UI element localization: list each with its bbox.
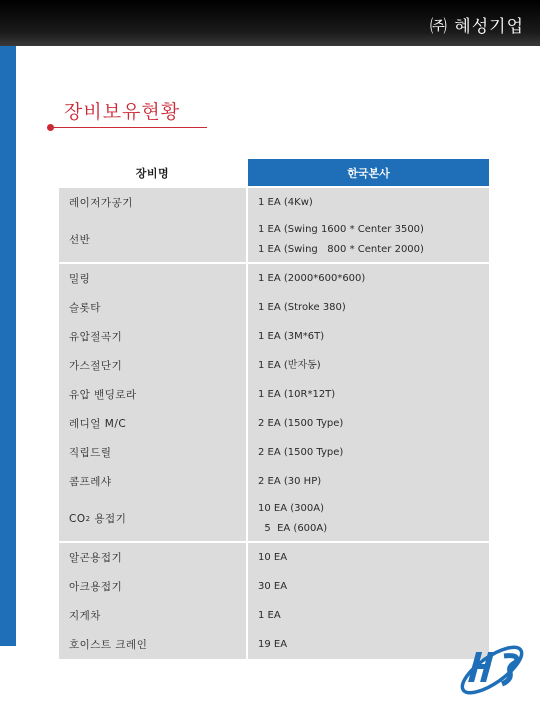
table-row	[59, 322, 489, 351]
quantity-line: 10 EA	[258, 551, 288, 563]
table-row	[59, 543, 489, 572]
table-row	[59, 572, 489, 601]
table-row	[59, 188, 489, 217]
equipment-name-cell	[59, 496, 246, 541]
quantity-line: 2 EA (30 HP)	[258, 475, 322, 487]
quantity-line: 19 EA	[258, 638, 288, 650]
quantity-line: 1 EA (Swing 1600 * Center 3500)	[258, 223, 424, 235]
header-korea-hq: 한국본사	[248, 159, 489, 186]
equipment-name-cell	[59, 630, 246, 659]
equipment-name: 레디얼 M/C	[69, 418, 127, 430]
equipment-name: CO	[69, 512, 86, 525]
equipment-name: 호이스트 크레인	[69, 639, 148, 651]
quantity-line: 1 EA (10R*12T)	[258, 388, 336, 400]
table-row	[59, 351, 489, 380]
table-row	[59, 380, 489, 409]
equipment-name: 슬롯타	[69, 302, 101, 314]
equipment-name-cell	[59, 572, 246, 601]
equipment-name: 선반	[69, 234, 91, 246]
equipment-name: 알곤용접기	[69, 552, 123, 564]
quantity-line: 1 EA (3M*6T)	[258, 330, 325, 342]
table-row	[59, 217, 489, 262]
table-row	[59, 467, 489, 496]
korea-hq-quantity-cell	[248, 351, 489, 380]
korea-hq-quantity-cell	[248, 293, 489, 322]
equipment-name: 아크용접기	[69, 581, 123, 593]
korea-hq-quantity-cell	[248, 322, 489, 351]
equipment-name-cell	[59, 467, 246, 496]
korea-hq-quantity-cell	[248, 188, 489, 217]
table-row	[59, 496, 489, 541]
equipment-name: 레이저가공기	[69, 197, 133, 209]
hs-logo	[452, 630, 530, 708]
page-title: 장비보유현황	[64, 101, 181, 123]
equipment-name: 밀링	[69, 273, 91, 285]
table-row	[59, 293, 489, 322]
equipment-name-cell	[59, 351, 246, 380]
korea-hq-quantity-cell	[248, 438, 489, 467]
korea-hq-quantity-cell	[248, 409, 489, 438]
equipment-name-cell	[59, 293, 246, 322]
equipment-name-cell	[59, 409, 246, 438]
korea-hq-quantity-cell	[248, 601, 489, 630]
equipment-name-cell	[59, 601, 246, 630]
korea-hq-quantity-cell	[248, 496, 489, 541]
top-bar	[0, 0, 540, 46]
left-accent-bar	[0, 46, 16, 646]
equipment-name-suffix: 용접기	[90, 513, 127, 525]
equipment-name: 지게차	[69, 610, 101, 622]
table-row	[59, 438, 489, 467]
company-name: ㈜ 혜성기업	[429, 17, 524, 37]
quantity-line: 1 EA (반자동)	[258, 359, 321, 371]
title-underline	[53, 127, 207, 128]
equipment-name-cell	[59, 438, 246, 467]
quantity-line: 1 EA (Swing 800 * Center 2000)	[258, 243, 424, 255]
equipment-name: 콤프레샤	[69, 476, 112, 488]
equipment-name-cell	[59, 380, 246, 409]
equipment-name-cell	[59, 217, 246, 262]
equipment-name: 유압 밴딩로라	[69, 389, 137, 401]
quantity-line: 1 EA (2000*600*600)	[258, 272, 366, 284]
equipment-name-cell	[59, 322, 246, 351]
header-equipment-name: 장비명	[59, 159, 246, 186]
table-row	[59, 630, 489, 659]
table-row	[59, 264, 489, 293]
korea-hq-quantity-cell	[248, 467, 489, 496]
korea-hq-quantity-cell	[248, 380, 489, 409]
quantity-line: 2 EA (1500 Type)	[258, 417, 344, 429]
table-row	[59, 409, 489, 438]
equipment-name-subscript: 2	[85, 514, 91, 523]
korea-hq-quantity-cell	[248, 217, 489, 262]
quantity-line: 10 EA (300A)	[258, 502, 324, 514]
quantity-line: 1 EA	[258, 609, 281, 621]
korea-hq-quantity-cell	[248, 264, 489, 293]
equipment-name-cell	[59, 543, 246, 572]
quantity-line: 30 EA	[258, 580, 288, 592]
equipment-name: 직립드릴	[69, 447, 112, 459]
quantity-line: 1 EA (Stroke 380)	[258, 301, 346, 313]
quantity-line: 5 EA (600A)	[258, 522, 328, 534]
equipment-name-cell	[59, 264, 246, 293]
equipment-name: 유압절곡기	[69, 331, 123, 343]
korea-hq-quantity-cell	[248, 543, 489, 572]
korea-hq-quantity-cell	[248, 572, 489, 601]
equipment-name-cell	[59, 188, 246, 217]
quantity-line: 2 EA (1500 Type)	[258, 446, 344, 458]
table-header-row	[59, 159, 489, 186]
quantity-line: 1 EA (4Kw)	[258, 196, 313, 208]
table-row	[59, 601, 489, 630]
equipment-name: 가스절단기	[69, 360, 123, 372]
